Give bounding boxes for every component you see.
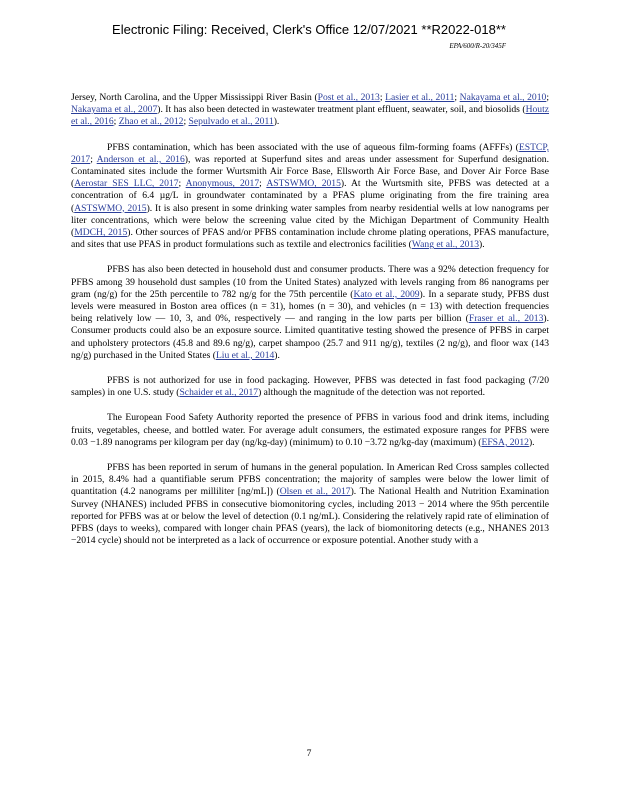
paragraph-text: ). Consumer products could also be an exposure source. Limited quantitative testing showed the presence of PFBS in carpet and upholstery protectors (45.8 and 89.6 ng/g), carpet shampoo (25.7 and 911 ng/g), textiles (2 ng/g), and floor wax (143 ng/g) purchased in the United States ( — [71, 313, 549, 361]
paragraph-text: ). At the Wurtsmith site, PFBS was detected at a concentration of 6.4 µg/L in groundwater contaminated by a PFAS plume originating from the fire training area ( — [71, 178, 549, 214]
citation-link[interactable]: Fraser et al., 2013 — [468, 313, 544, 325]
page-number: 7 — [306, 748, 312, 759]
citation-link[interactable]: Anderson et al., 2016 — [96, 153, 185, 165]
document-id: EPA/600/R-20/345F — [449, 42, 506, 50]
citation-link[interactable]: Kato et al., 2009 — [353, 288, 420, 300]
paragraph — [71, 462, 549, 547]
citation-link[interactable]: Nakayama et al., 2007 — [71, 104, 158, 116]
filing-stamp: Electronic Filing: Received, Clerk's Office 12/07/2021 **R2022-018** — [112, 22, 506, 37]
citation-link[interactable]: Houtz et al., 2016 — [71, 104, 550, 128]
citation-link[interactable]: Wang et al., 2013 — [411, 239, 480, 251]
paragraph-text: The European Food Safety Authority reported the presence of PFBS in various food and drink items, including fruits, vegetables, cheese, and bottled water. For average adult consumers, the estimated exposure ranges for PFBS were 0.03 −1.89 nanograms per kilogram per day (ng/kg-day) (minimum) to 0.10 −3.72 ng/kg-day (maximum) ( — [71, 412, 549, 448]
citation-link[interactable]: Post et al., 2013 — [317, 92, 380, 103]
paragraph-text: ). It is also present in some drinking water samples from nearby residential wells at low nanograms per liter concentrations, which were below the screening value cited by the Michigan Department of Community Health ( — [71, 202, 549, 239]
paragraph-text: PFBS has been reported in serum of humans in the general population. In American Red Cross samples collected in 2015, 8.4% had a quantifiable serum PFBS concentration; the majority of samples were below the lower limit of quantitation (4.2 nanograms per milliliter [ng/mL]) ( — [71, 462, 549, 498]
paragraph-text: ). The National Health and Nutrition Examination Survey (NHANES) included PFBS in consecutive biomonitoring cycles, including 2013 − 2014 where the 95th percentile reported for PFBS was at or below the level of detection (0.1 ng/mL). Considering the relatively rapid rate of elimination of PFBS (days to weeks), compared with longer chain PFAS (years), the lack of biomonitoring detects (e.g., NHANES 2013 −2014 cycle) should not be interpreted as a lack of occurrence or exposure potential. Another study with a — [71, 486, 549, 547]
citation-link[interactable]: ASTSWMO, 2015 — [74, 202, 147, 214]
citation-link[interactable]: Sepulvado et al., 2011 — [188, 116, 274, 128]
document-body — [71, 92, 549, 561]
paragraph-text: ). It has also been detected in wastewater treatment plant effluent, seawater, soil, and biosolids ( — [157, 104, 526, 116]
paragraph-text: ). — [479, 239, 485, 251]
paragraph — [71, 142, 549, 252]
paragraph-text: ). — [273, 116, 280, 128]
paragraph — [71, 264, 549, 362]
citation-link[interactable]: ASTSWMO, 2015 — [266, 178, 341, 190]
citation-link[interactable]: ESTCP, 2017 — [71, 141, 549, 165]
citation-link[interactable]: EFSA, 2012 — [481, 436, 529, 448]
paragraph-text: ). Other sources of PFAS and/or PFBS contamination include chrome plating operations, PFAS manufacture, and sites that use PFAS in product formulations such as textile and electronics facilities ( — [71, 227, 549, 251]
paragraph-text: ). In a separate study, PFBS dust levels were measured in Boston area offices (n = 31), homes (n = 30), and vehicles (n = 13) with detection frequencies being relatively low — 10, 3, and 0%, respectively — and ranging in the low parts per billion ( — [71, 288, 549, 325]
paragraph — [71, 412, 549, 449]
citation-link[interactable]: Anonymous, 2017 — [185, 178, 260, 190]
citation-link[interactable]: Lasier et al., 2011 — [385, 92, 455, 103]
paragraph-text: ). — [274, 349, 280, 361]
paragraph-text: PFBS is not authorized for use in food packaging. However, PFBS was detected in fast food packaging (7/20 samples) in one U.S. study ( — [71, 375, 549, 399]
citation-link[interactable]: Olsen et al., 2017 — [279, 486, 351, 498]
paragraph-text: PFBS contamination, which has been associated with the use of aqueous film-forming foams (AFFFs) ( — [107, 141, 519, 153]
paragraph-text: ; — [379, 92, 386, 103]
paragraph — [71, 92, 549, 129]
citation-link[interactable]: Nakayama et al., 2010 — [459, 92, 547, 103]
citation-link[interactable]: Aerostar SES LLC, 2017 — [74, 178, 179, 190]
paragraph-text: ; — [178, 178, 186, 190]
citation-link[interactable]: MDCH, 2015 — [74, 227, 128, 239]
citation-link[interactable]: Zhao et al., 2012 — [118, 116, 184, 128]
paragraph-text: ; — [546, 92, 549, 103]
paragraph-text: ; — [259, 178, 267, 190]
paragraph-text: ), was reported at Superfund sites and areas under assessment for Superfund designation. Contaminated sites include the former Wurtsmith Air Force Base, Ellsworth Air Force Base, and Dover Air Force Base ( — [71, 153, 549, 190]
paragraph-text: ; — [183, 116, 189, 128]
paragraph-text: ; — [90, 153, 97, 165]
paragraph-text: ; — [454, 92, 460, 103]
paragraph-text: ). — [528, 436, 535, 448]
paragraph — [71, 375, 549, 399]
paragraph-text: PFBS has also been detected in household dust and consumer products. There was a 92% detection frequency for PFBS among 39 household dust samples (10 from the United States) analyzed with levels ranging from 86 nanograms per gram (ng/g) for the 25th percentile to 782 ng/g for the 75th percentile ( — [71, 264, 549, 300]
citation-link[interactable]: Liu et al., 2014 — [215, 349, 275, 361]
paragraph-text: ; — [113, 116, 119, 128]
paragraph-text: Jersey, North Carolina, and the Upper Mississippi River Basin ( — [71, 92, 318, 103]
paragraph-text: ) although the magnitude of the detection was not reported. — [258, 387, 486, 399]
citation-link[interactable]: Schaider et al., 2017 — [179, 387, 259, 399]
